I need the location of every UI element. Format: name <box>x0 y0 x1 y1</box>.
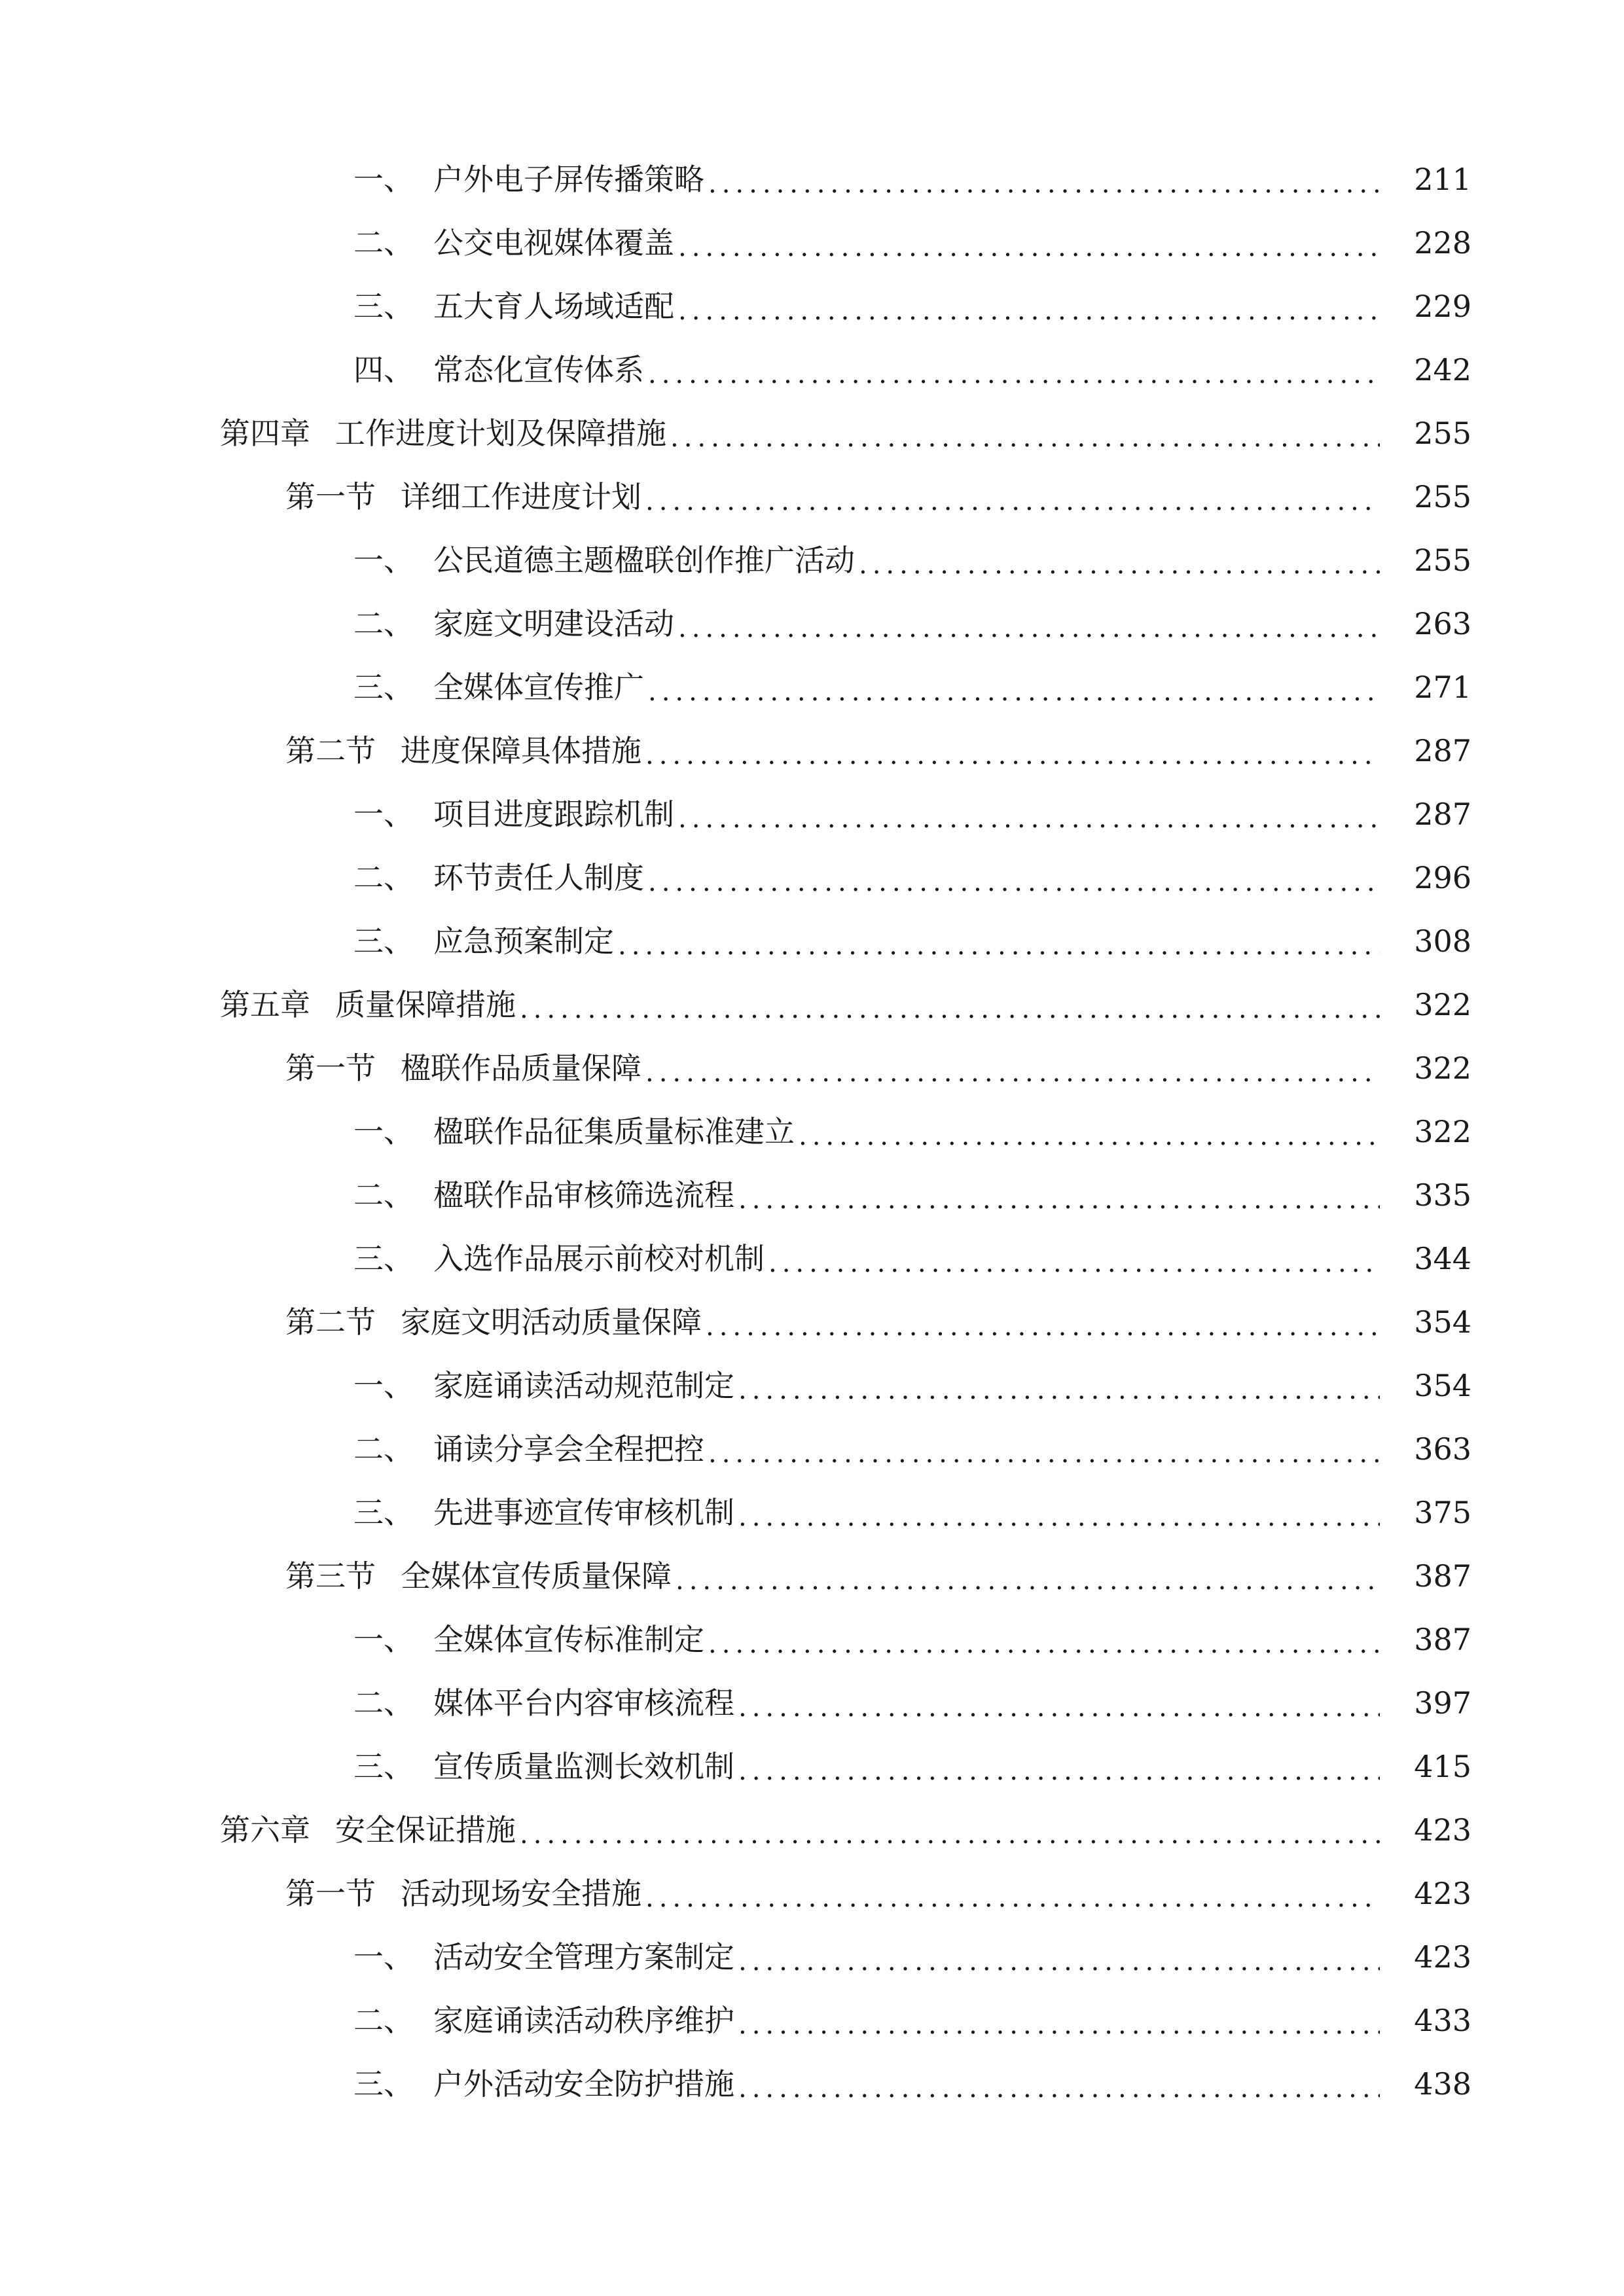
toc-entry-number: 一、 <box>353 161 414 197</box>
toc-entry-page-number: 229 <box>1414 288 1471 324</box>
toc-dot-leader <box>678 615 1380 641</box>
toc-entry[interactable] <box>0 782 1624 846</box>
toc-entry-page-number: 433 <box>1414 2002 1471 2038</box>
toc-entry-page-number: 287 <box>1414 796 1471 832</box>
toc-entry-page-number: 263 <box>1414 605 1471 641</box>
toc-entry-number: 第四章 <box>220 415 310 451</box>
toc-entry-number: 第五章 <box>220 986 310 1022</box>
toc-entry-page-number: 354 <box>1414 1367 1471 1403</box>
toc-dot-leader <box>706 1314 1380 1340</box>
toc-entry-number: 第一节 <box>285 1050 376 1086</box>
toc-entry-title: 安全保证措施 <box>335 1812 516 1848</box>
toc-entry-page-number: 255 <box>1414 415 1471 451</box>
toc-entry[interactable] <box>0 401 1624 465</box>
toc-entry-number: 二、 <box>353 2002 414 2038</box>
toc-entry-page-number: 387 <box>1414 1558 1471 1594</box>
toc-entry[interactable] <box>0 1925 1624 1988</box>
toc-entry-number: 二、 <box>353 1685 414 1721</box>
toc-entry[interactable] <box>0 655 1624 719</box>
toc-entry-title: 项目进度跟踪机制 <box>433 796 674 832</box>
toc-entry[interactable] <box>0 1480 1624 1544</box>
toc-dot-leader <box>738 1377 1380 1403</box>
toc-entry-number: 二、 <box>353 1431 414 1467</box>
toc-entry-number: 第六章 <box>220 1812 310 1848</box>
toc-entry-title: 家庭诵读活动秩序维护 <box>433 2002 734 2038</box>
toc-entry-page-number: 211 <box>1414 161 1471 197</box>
toc-entry[interactable] <box>0 2052 1624 2115</box>
toc-entry-number: 第一节 <box>285 478 376 514</box>
toc-entry-page-number: 335 <box>1414 1177 1471 1213</box>
toc-entry-title: 详细工作进度计划 <box>401 478 641 514</box>
toc-dot-leader <box>645 488 1380 514</box>
toc-entry[interactable] <box>0 1227 1624 1290</box>
toc-dot-leader <box>768 1250 1380 1276</box>
toc-entry[interactable] <box>0 528 1624 592</box>
toc-entry[interactable] <box>0 1734 1624 1798</box>
toc-dot-leader <box>520 1821 1380 1848</box>
toc-entry-number: 一、 <box>353 796 414 832</box>
toc-entry[interactable] <box>0 973 1624 1036</box>
toc-entry-title: 全媒体宣传质量保障 <box>401 1558 672 1594</box>
toc-entry-title: 质量保障措施 <box>335 986 516 1022</box>
toc-entry-title: 公交电视媒体覆盖 <box>433 224 674 260</box>
toc-entry-title: 常态化宣传体系 <box>433 351 644 387</box>
toc-entry-title: 活动现场安全措施 <box>401 1875 641 1911</box>
toc-entry-page-number: 228 <box>1414 224 1471 260</box>
toc-entry-title: 家庭文明建设活动 <box>433 605 674 641</box>
toc-entry-number: 二、 <box>353 605 414 641</box>
toc-dot-leader <box>645 1060 1380 1086</box>
toc-entry-title: 全媒体宣传标准制定 <box>433 1621 704 1657</box>
toc-entry-page-number: 255 <box>1414 478 1471 514</box>
toc-entry[interactable] <box>0 846 1624 909</box>
toc-entry-number: 二、 <box>353 859 414 895</box>
toc-entry-number: 一、 <box>353 542 414 578</box>
table-of-contents <box>0 147 1624 2115</box>
toc-entry[interactable] <box>0 274 1624 338</box>
toc-entry[interactable] <box>0 1607 1624 1671</box>
toc-entry-number: 第一节 <box>285 1875 376 1911</box>
toc-dot-leader <box>676 1568 1380 1594</box>
toc-dot-leader <box>799 1123 1380 1149</box>
toc-entry-title: 楹联作品审核筛选流程 <box>433 1177 734 1213</box>
toc-entry-title: 环节责任人制度 <box>433 859 644 895</box>
toc-dot-leader <box>708 1631 1380 1657</box>
toc-entry-page-number: 322 <box>1414 1113 1471 1149</box>
toc-entry-page-number: 423 <box>1414 1875 1471 1911</box>
toc-entry-title: 活动安全管理方案制定 <box>433 1939 734 1975</box>
toc-entry-number: 三、 <box>353 2066 414 2102</box>
toc-entry-number: 三、 <box>353 1494 414 1530</box>
toc-entry[interactable] <box>0 1163 1624 1227</box>
toc-entry-page-number: 322 <box>1414 986 1471 1022</box>
toc-entry[interactable] <box>0 338 1624 401</box>
toc-entry-number: 三、 <box>353 1748 414 1784</box>
toc-entry[interactable] <box>0 1798 1624 1861</box>
toc-entry-number: 第二节 <box>285 1304 376 1340</box>
toc-entry-number: 一、 <box>353 1621 414 1657</box>
toc-entry[interactable] <box>0 465 1624 528</box>
toc-entry[interactable] <box>0 719 1624 782</box>
toc-dot-leader <box>618 933 1380 959</box>
toc-entry-title: 户外活动安全防护措施 <box>433 2066 734 2102</box>
toc-entry[interactable] <box>0 909 1624 973</box>
toc-entry-number: 一、 <box>353 1113 414 1149</box>
toc-dot-leader <box>738 2012 1380 2038</box>
toc-dot-leader <box>648 361 1380 387</box>
toc-entry-number: 三、 <box>353 669 414 705</box>
toc-entry-title: 工作进度计划及保障措施 <box>335 415 666 451</box>
toc-entry-title: 全媒体宣传推广 <box>433 669 644 705</box>
toc-entry-page-number: 287 <box>1414 732 1471 768</box>
toc-entry-number: 第二节 <box>285 732 376 768</box>
toc-dot-leader <box>678 298 1380 324</box>
toc-entry-number: 四、 <box>353 351 414 387</box>
toc-entry-page-number: 322 <box>1414 1050 1471 1086</box>
toc-entry-number: 二、 <box>353 224 414 260</box>
toc-entry[interactable] <box>0 1988 1624 2052</box>
toc-entry[interactable] <box>0 1544 1624 1607</box>
toc-dot-leader <box>738 1187 1380 1213</box>
toc-dot-leader <box>645 1885 1380 1911</box>
toc-entry-number: 三、 <box>353 923 414 959</box>
toc-entry-number: 三、 <box>353 288 414 324</box>
toc-entry-page-number: 397 <box>1414 1685 1471 1721</box>
toc-entry-number: 二、 <box>353 1177 414 1213</box>
toc-entry-title: 宣传质量监测长效机制 <box>433 1748 734 1784</box>
toc-entry-page-number: 375 <box>1414 1494 1471 1530</box>
toc-entry-title: 户外电子屏传播策略 <box>433 161 704 197</box>
toc-entry[interactable] <box>0 1354 1624 1417</box>
toc-entry-number: 三、 <box>353 1240 414 1276</box>
toc-dot-leader <box>648 869 1380 895</box>
toc-entry-page-number: 423 <box>1414 1939 1471 1975</box>
toc-entry-title: 进度保障具体措施 <box>401 732 641 768</box>
toc-dot-leader <box>738 1504 1380 1530</box>
toc-dot-leader <box>678 806 1380 832</box>
toc-dot-leader <box>708 1441 1380 1467</box>
toc-dot-leader <box>520 996 1380 1022</box>
toc-entry-number: 一、 <box>353 1367 414 1403</box>
toc-dot-leader <box>708 171 1380 197</box>
toc-entry-title: 楹联作品质量保障 <box>401 1050 641 1086</box>
toc-dot-leader <box>859 552 1380 578</box>
toc-entry-page-number: 242 <box>1414 351 1471 387</box>
toc-entry[interactable] <box>0 1100 1624 1163</box>
toc-dot-leader <box>678 234 1380 260</box>
toc-dot-leader <box>670 425 1380 451</box>
toc-entry-page-number: 296 <box>1414 859 1471 895</box>
toc-dot-leader <box>738 1695 1380 1721</box>
toc-entry-title: 五大育人场域适配 <box>433 288 674 324</box>
toc-entry[interactable] <box>0 1417 1624 1480</box>
toc-entry-title: 楹联作品征集质量标准建立 <box>433 1113 795 1149</box>
toc-dot-leader <box>645 742 1380 768</box>
toc-entry-number: 一、 <box>353 1939 414 1975</box>
toc-entry[interactable] <box>0 1671 1624 1734</box>
toc-entry-title: 媒体平台内容审核流程 <box>433 1685 734 1721</box>
toc-entry-page-number: 271 <box>1414 669 1471 705</box>
toc-dot-leader <box>648 679 1380 705</box>
toc-entry-page-number: 308 <box>1414 923 1471 959</box>
toc-entry-title: 家庭诵读活动规范制定 <box>433 1367 734 1403</box>
toc-entry-page-number: 255 <box>1414 542 1471 578</box>
toc-entry-page-number: 415 <box>1414 1748 1471 1784</box>
toc-entry[interactable] <box>0 592 1624 655</box>
toc-entry-page-number: 363 <box>1414 1431 1471 1467</box>
toc-entry[interactable] <box>0 1861 1624 1925</box>
toc-entry-title: 诵读分享会全程把控 <box>433 1431 704 1467</box>
toc-entry-number: 第三节 <box>285 1558 376 1594</box>
toc-entry-title: 家庭文明活动质量保障 <box>401 1304 702 1340</box>
toc-entry-title: 应急预案制定 <box>433 923 614 959</box>
toc-entry[interactable] <box>0 211 1624 274</box>
toc-entry-page-number: 344 <box>1414 1240 1471 1276</box>
toc-entry[interactable] <box>0 1290 1624 1354</box>
toc-entry-title: 公民道德主题楹联创作推广活动 <box>433 542 855 578</box>
toc-entry-page-number: 438 <box>1414 2066 1471 2102</box>
toc-entry-title: 入选作品展示前校对机制 <box>433 1240 765 1276</box>
toc-entry-title: 先进事迹宣传审核机制 <box>433 1494 734 1530</box>
toc-dot-leader <box>738 1758 1380 1784</box>
toc-dot-leader <box>738 1948 1380 1975</box>
toc-entry-page-number: 387 <box>1414 1621 1471 1657</box>
toc-dot-leader <box>738 2075 1380 2102</box>
toc-entry-page-number: 354 <box>1414 1304 1471 1340</box>
toc-entry[interactable] <box>0 1036 1624 1100</box>
toc-entry-page-number: 423 <box>1414 1812 1471 1848</box>
toc-entry[interactable] <box>0 147 1624 211</box>
